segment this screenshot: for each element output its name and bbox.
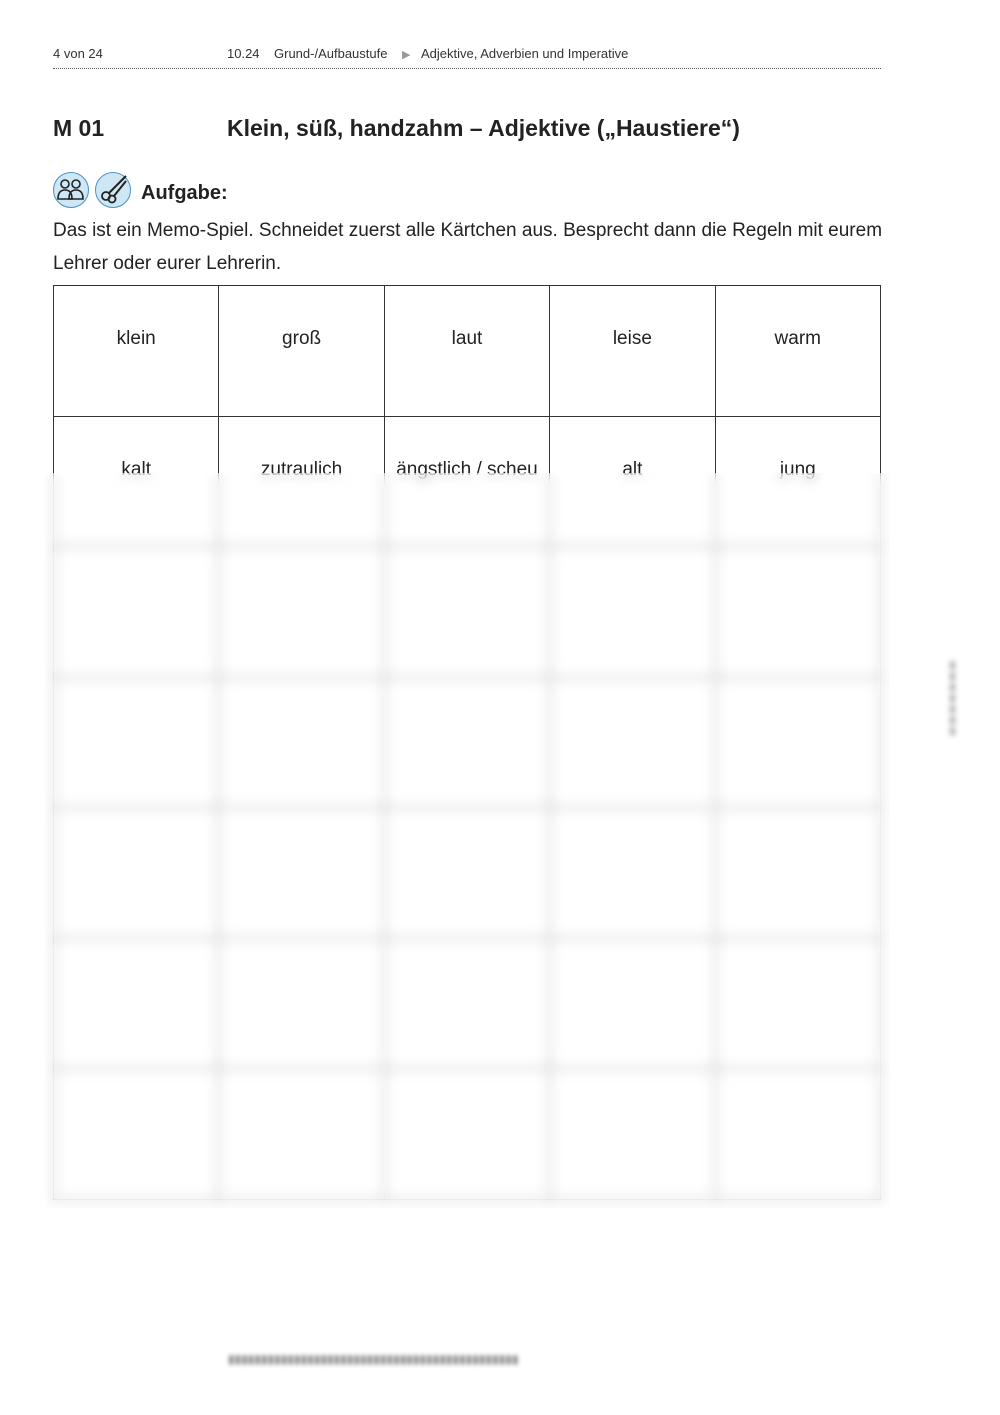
- partner-work-icon: [53, 172, 89, 208]
- issue-number: 10.24: [227, 46, 260, 61]
- memo-card: jung: [715, 416, 880, 547]
- footer-blurred: ▮▮▮▮▮▮▮▮▮▮▮▮▮▮▮▮▮▮▮▮▮▮▮▮▮▮▮▮▮▮▮▮▮▮▮▮▮▮▮▮▮▮▮▮: [228, 1352, 519, 1366]
- breadcrumb-arrow-icon: ▶: [402, 49, 411, 61]
- memo-card: warm: [715, 286, 880, 417]
- material-label: M 01: [53, 115, 105, 141]
- memo-card: laut: [384, 286, 549, 417]
- page-number: 4 von 24: [53, 46, 103, 61]
- memo-card: zutraulich: [219, 416, 384, 547]
- card-row: [54, 286, 881, 417]
- side-note-blurred: ▮▮▮▮▮▮▮: [947, 660, 958, 737]
- memo-card: groß: [219, 286, 384, 417]
- memo-card: klein: [54, 286, 219, 417]
- page-header: [53, 44, 881, 69]
- memo-card: ängstlich / scheu: [384, 416, 549, 547]
- memo-card: kalt: [54, 416, 219, 547]
- level-label: Grund-/Aufbaustufe: [274, 46, 388, 61]
- task-label: Aufgabe:: [141, 182, 228, 204]
- material-title: Klein, süß, handzahm – Adjektive („Haustiere“): [227, 115, 740, 141]
- memo-card: alt: [550, 416, 715, 547]
- task-text: Das ist ein Memo-Spiel. Schneidet zuerst alle Kärtchen aus. Besprecht dann die Regeln mit eurem Lehrer oder eurer Lehrerin.: [53, 220, 883, 274]
- scissors-icon: [95, 172, 131, 208]
- blur-overlay: [45, 473, 890, 1208]
- topic-label: Adjektive, Adverbien und Imperative: [421, 46, 629, 61]
- memo-card: leise: [550, 286, 715, 417]
